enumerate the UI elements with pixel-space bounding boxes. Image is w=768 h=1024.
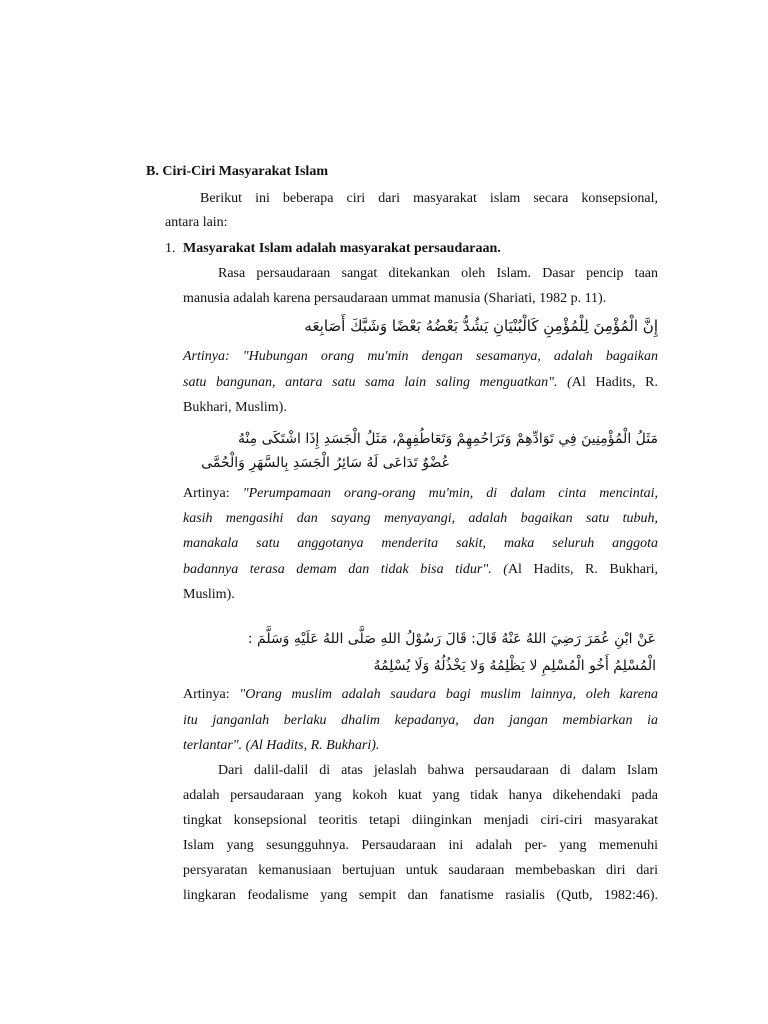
conclusion-line-5: persyaratan kemanusiaan bertujuan untuk saudaraan membebaskan diri dari [183, 863, 658, 878]
hadith-1-translation-quote: satu bangunan, antara satu sama lain saling menguatkan". ( [183, 375, 572, 390]
conclusion-line-6: lingkaran feodalisme yang sempit dan fanatisme rasialis (Qutb, 1982:46). [183, 888, 658, 903]
conclusion-line-1: Dari dalil-dalil di atas jelaslah bahwa persaudaraan di dalam Islam [218, 763, 658, 778]
hadith-1-translation-line-2 [183, 374, 658, 392]
section-heading: B. Ciri-Ciri Masyarakat Islam [146, 164, 328, 179]
conclusion-line-3: tingkat konsepsional teoritis tetapi diinginkan menjadi ciri-ciri masyarakat [183, 813, 658, 828]
hadith-2-arabic-line-2: عُضْوٌ تَدَاعَى لَهُ سَائِرُ الْجَسَدِ بِالسَّهَرِ وَالْحُمَّى [201, 455, 450, 471]
conclusion-line-4: Islam yang sesungguhnya. Persaudaraan ini adalah per- yang memenuhi [183, 838, 658, 853]
hadith-1-translation-line-3: Bukhari, Muslim). [183, 400, 287, 415]
hadith-3-quote-start: "Orang muslim adalah saudara bagi muslim lainnya, oleh karena [239, 687, 659, 702]
point-paragraph-line-2: manusia adalah karena persaudaraan ummat manusia (Shariati, 1982 p. 11). [183, 291, 607, 306]
hadith-2-translation-line-4 [183, 561, 658, 579]
hadith-3-translation-line-2: itu janganlah berlaku dhalim kepadanya, dan jangan membiarkan ia [183, 713, 658, 728]
hadith-3-label: Artinya: [183, 687, 240, 702]
conclusion-line-2: adalah persaudaraan yang kokoh kuat yang tidak hanya dikehendaki pada [183, 788, 658, 803]
hadith-2-source: Al Hadits, R. Bukhari, [507, 562, 659, 577]
hadith-3-translation-line-3: terlantar". (Al Hadits, R. Bukhari). [183, 738, 380, 753]
hadith-2-quote-start: "Perumpamaan orang-orang mu'min, di dalam cinta mencintai, [242, 486, 658, 501]
intro-line-1: Berikut ini beberapa ciri dari masyarakat islam secara konsepsional, [200, 191, 658, 206]
hadith-2-label: Artinya: [183, 486, 243, 501]
hadith-3-translation-line-1 [183, 686, 658, 704]
hadith-1-translation-line-1: Artinya: "Hubungan orang mu'min dengan sesamanya, adalah bagaikan [183, 349, 658, 364]
hadith-3-arabic-line-1: عَنْ ابْنِ عُمَرَ رَضِيَ اللهُ عَنْهُ قَالَ: قَالَ رَسُوْلُ اللهِ صَلَّى اللهُ عَلَيْهِ وَسَلَّمَ : [247, 631, 656, 647]
hadith-1-arabic: إِنَّ الْمُؤْمِنَ لِلْمُؤْمِنِ كَالْبُنْيَانِ يَشُدُّ بَعْضُهُ بَعْضًا وَشَبَّكَ أَصَابِعَه [304, 317, 658, 335]
hadith-3-arabic-line-2: الْمُسْلِمُ أَخُو الْمُسْلِمِ لا يَظْلِمُهُ وَلا يَخْذُلُهُ وَلَا يُسْلِمُهُ [373, 658, 656, 674]
intro-line-2: antara lain: [165, 215, 228, 230]
hadith-2-translation-line-5: Muslim). [183, 587, 235, 602]
hadith-2-translation-line-2: kasih mengasihi dan sayang menyayangi, adalah bagaikan satu tubuh, [183, 511, 658, 526]
hadith-2-arabic-line-1: مَثَلُ الْمُؤْمِنِينَ فِي تَوَادِّهِمْ وَتَرَاحُمِهِمْ وَتَعَاطُفِهِمْ، مَثَلُ الْجَسَدِ إِذَا اشْتَكَى مِنْهُ [237, 431, 658, 447]
hadith-2-quote-end: badannya terasa demam dan tidak bisa tidur". ( [183, 562, 508, 577]
hadith-2-translation-line-1 [183, 485, 658, 503]
hadith-1-source: Al Hadits, R. [571, 375, 658, 390]
point-paragraph-line-1: Rasa persaudaraan sangat ditekankan oleh Islam. Dasar pencip taan [218, 266, 658, 281]
hadith-2-translation-line-3: manakala satu anggotanya menderita sakit, maka seluruh anggota [183, 536, 658, 551]
point-number: 1. [165, 241, 176, 256]
point-title: Masyarakat Islam adalah masyarakat persaudaraan. [183, 241, 501, 256]
